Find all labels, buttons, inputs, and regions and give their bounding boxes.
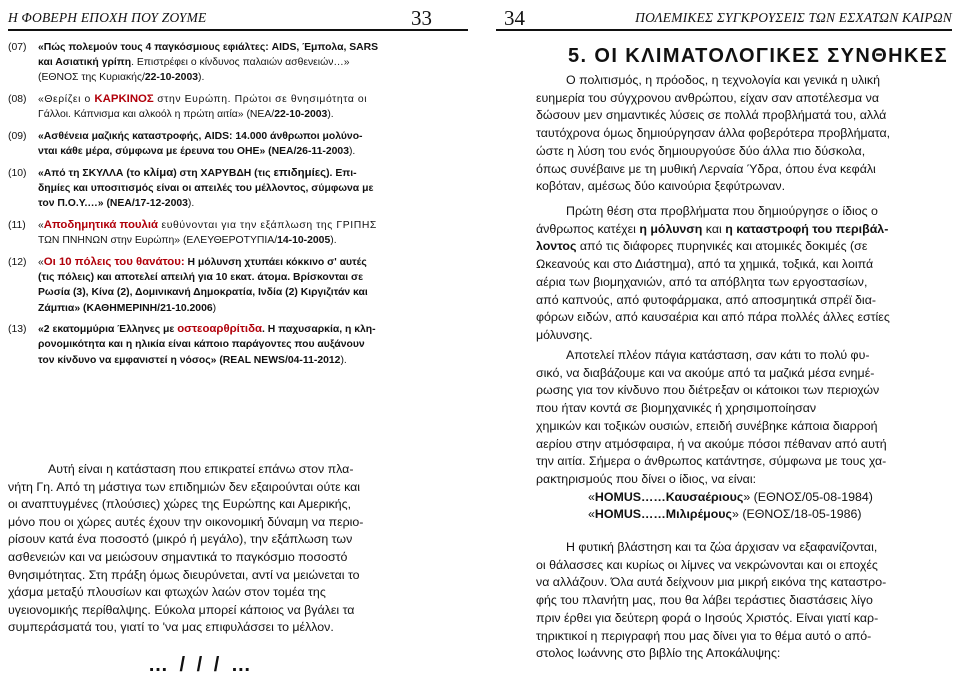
reference-text: . Η παχυσαρκία, η κλη- [261,324,376,336]
reference-13 [8,322,472,368]
paragraph-line: που ήταν κοντά σε βιομηχανικές ή χρησιμοποίησαν [536,401,817,416]
nature-paragraph [536,539,956,663]
reference-source: ). [348,146,356,158]
paragraph-line: ρακτηρισμούς που δίνει ο ίδιος, να είναι: [536,471,757,486]
quote-mark: « [588,507,595,522]
reference-text: νται κάθε μέρα, σύμφωνα με έρευνα του ΟΗΕ» (ΝΕΑ/ [38,146,297,158]
paragraph-line: αερίου στην ατμόσφαιρα, ή να ακούμε πόσοι πέθαναν από αυτή [536,436,887,451]
quote-mark: » [731,507,739,522]
reference-source: ). [187,198,195,210]
paragraph-line [536,221,956,239]
reference-keyword: οστεοαρθρίτιδα [177,323,262,336]
paragraph-line: Ο πολιτισμός, η πρόοδος, η τεχνολογία και γενικά η υλική [566,73,881,87]
left-page-number: 33 [411,6,432,30]
left-page-header [8,7,468,31]
reference-text: «2 εκατομμύρια Έλληνες με [38,324,178,336]
paragraph-line: όπως συνέβαινε με τη μυθική Λερναία Ύδρα, όπου ένα κεφάλι [536,161,876,176]
paragraph-line: χάσμα μεταξύ πλουσίων και φτωχών λαών στον τομέα της [8,585,326,600]
paragraph-line: τηρικτικοί η περιγραφή που μας δίνει για το θέμα αυτό ο από- [536,628,872,643]
reference-keyword: επιδημίες [273,166,327,179]
paragraph-line: φόρων ειδών, από καυσαέρια και από πάρα πολλές άλλες εστίες [536,310,890,325]
paragraph-line: μόλυνσης. [536,327,593,342]
reference-text: Ρωσία (3), Κίνα (2), Δομινικανή Δημοκρατία, Ινδία (2) Κιργιζιτάν και [38,287,368,299]
reference-text: ευθύνονται για την εξάπλωση της ΓΡΙΠΗΣ [158,220,377,232]
paragraph-line: νήτη Γη. Από τη μάστιγα των επιδημιών δεν εξαιρούνται ούτε και [8,479,361,494]
reference-keyword: Οι 10 πόλεις του θανάτου: [43,255,185,268]
paragraph-line: θνησιμότητας. Στη πράξη όμως διευρύνεται, αντί να μειώνεται το [8,567,360,582]
paragraph-line: αέρια των βιομηχανιών, από τα απόβλητα των εργοστασίων, [536,274,868,289]
reference-text: . Επιστρέφει ο κίνδυνος παλαιών ασθενειών…» [131,57,350,69]
reference-source: ) [212,302,217,314]
paragraph-line: φής του πλανήτη μας, που θα λάβει τεράστιες διαστάσεις λίγο [536,593,873,608]
reference-text: ) στη ΧΑΡΥΒΔΗ (τις [173,167,274,179]
reference-11 [8,218,472,248]
paragraph-line: να αλλάζουν. Όλα αυτά δείχνουν μια μικρή εικόνα της καταστρο- [536,575,887,590]
paragraph-line: στολος Ιωάννης στο βιβλίο της Αποκάλυψης: [536,646,781,661]
paragraph-line: οι αναπτυγμένες (πλούσιες) χώρες της Ευρώπης και Αμερικής, [8,497,352,512]
paragraph-line [536,238,956,256]
paragraph-line: υγειονομικής περίθαλψης. Εύκολα μπορεί κάποιος να βγάλει τα [8,602,355,617]
paragraph-line: συμπεράσματά του, γιατί το 'να μας επιφυλάσσει το μέλλον. [8,620,334,635]
paragraph-line: μόνο που οι χώρες αυτές έχουν την οικονομική δύναμη να περιο- [8,514,364,529]
homus-quote-1 [536,489,956,507]
paragraph-line: οι θάλασσες και κυρίως οι λίμνες να νεκρώνονται και οι εποχές [536,557,878,572]
right-page [488,0,960,685]
paragraph-line: ταυτόχρονα όμως δημιούργησαν άλλα φοβερότερα προβλήματα, [536,126,891,141]
reference-text: δημίες και υποσιτισμός είναι οι απειλές του μέλλοντος, σύμφωνα με [38,183,374,195]
right-page-number: 34 [504,6,525,30]
paragraph-line: από καπνούς, από φυτοφάρμακα, από αποσμητικά σπρέϊ δια- [536,292,876,307]
reference-number: (13) [8,324,27,336]
paragraph-line: ευημερία του σύγχρονου ανθρώπου, είχαν σαν αποτέλεσμα να [536,90,880,105]
inline-text: και [702,221,726,236]
reference-number: (09) [8,131,27,143]
reference-text: ΤΩΝ ΠΝΗΝΩΝ στην Ευρώπη» (ΕΛΕΥΘΕΡΟΤΥΠΙΑ/ [38,235,278,247]
reference-date: 22-10-2003 [274,109,328,121]
reference-source: ). [327,109,334,121]
emphasis-text: HOMUS……Καυσαέριους [594,489,744,504]
reference-list [8,40,472,374]
reference-date: 04-11-2012 [287,354,341,366]
reference-source: ). [330,235,337,247]
paragraph-line: Αποτελεί πλέον πάγια κατάσταση, σαν κάτι το πολύ φυ- [566,348,870,362]
section-title: 5. ΟΙ ΚΛΙΜΑΤΟΛΟΓΙΚΕΣ ΣΥΝΘΗΚΕΣ [568,45,949,67]
emphasis-text: λοντος [536,239,577,254]
left-running-title: Η ΦΟΒΕΡΗ ΕΠΟΧΗ ΠΟΥ ΖΟΥΜΕ [8,10,207,25]
quote-source: (ΕΘΝΟΣ/18-05-1986) [738,507,862,522]
section-ellipsis: … / / / … [148,654,254,676]
reference-text: (τις πόλεις) και αποτελεί απειλή για 10 εκατ. άτομα. Βρίσκονται σε [38,272,364,284]
quote-source: (ΕΘΝΟΣ/05-08-1984) [750,489,873,504]
reference-date: 21-10.2006 [160,302,213,314]
paragraph-line: κοβόταν, αμέσως δύο καινούρια ξεφύτρωναν. [536,179,786,194]
reference-date: 22-10-2003 [144,72,199,84]
reference-text: τον Π.Ο.Υ.…» (ΝΕΑ/ [38,198,135,210]
emphasis-text: HOMUS……Μιλιρέμους [594,507,732,522]
right-page-header [496,7,952,31]
paragraph-line: χημικών και τοξικών ουσιών, επειδή συνέβηκε κάποια διαρροή [536,418,878,433]
inline-text: από τις διάφορες πυρηνικές και ατομικές δοκιμές (σε [576,239,868,254]
paragraph-line: την αιτία. Σήμερα ο άνθρωπος κατάντησε, σύμφωνα με τους χα- [536,454,887,469]
reference-keyword: κλίμα [143,166,174,179]
pollution-paragraph [536,203,956,345]
emphasis-text: η καταστροφή του περιβάλ- [725,221,889,236]
paragraph-line: σικό, να διαβάζουμε και να ακούμε από τα μαζικά μέσα ενημέ- [536,365,875,380]
reference-10 [8,166,472,212]
reference-source: (ΕΘΝΟΣ της Κυριακής/ [38,72,145,84]
right-running-title: ΠΟΛΕΜΙΚΕΣ ΣΥΓΚΡΟΥΣΕΙΣ ΤΩΝ ΕΣΧΑΤΩΝ ΚΑΙΡΩΝ [635,10,952,25]
reference-text: «Θερίζει ο [38,94,95,106]
reference-text: Γάλλοι. Κάπνισμα και αλκοόλ η πρώτη αιτία» (ΝΕΑ/ [38,109,275,121]
reference-number: (12) [8,256,27,268]
reference-text: « [38,256,44,268]
paragraph-line: δώσουν μεν σημαντικές λύσεις σε πολλά προβλήματά του, αλλά [536,108,887,123]
reference-number: (10) [8,167,27,179]
reference-text: στην Ευρώπη. Πρώτοι σε θνησιμότητα οι [153,94,368,106]
reference-date: 26-11-2003 [296,146,349,158]
homus-quote-2 [536,506,956,524]
reference-text: «Πώς πολεμούν τους 4 παγκόσμιους εφιάλτες: AIDS, Έμπολα, SARS [38,42,379,53]
reference-number: (08) [8,94,27,106]
reference-07 [8,40,472,86]
emphasis-text: η μόλυνση [639,221,703,236]
paragraph-line: ώστε η λύση του ενός δημιουργούσε δύο άλλα πιο δύσκολα, [536,143,866,158]
reference-keyword: Αποδημητικά πουλιά [43,219,159,232]
reference-text: «Από τη ΣΚΥΛΛΑ (το [38,167,144,179]
reference-keyword: ΚΑΡΚΙΝΟΣ [94,93,154,106]
paragraph-line: ρίσουν κατά ένα ποσοστό (μικρό ή μεγάλο), την εξάπλωση των [8,532,353,547]
reference-source: ). [198,72,205,84]
reference-08 [8,92,472,122]
left-page [0,0,476,685]
quote-mark: » [743,489,751,504]
reference-text: « [38,220,44,232]
reference-date: 14-10-2005 [277,235,331,247]
reference-number: (07) [8,42,27,53]
reference-09 [8,129,472,159]
reference-source: ). [340,354,347,366]
closing-paragraph [8,461,472,637]
paragraph-line: Αυτή είναι η κατάσταση που επικρατεί επάνω στον πλα- [48,462,354,476]
paragraph-line: Ωκεανούς και στο Διάστημα), από τα χημικά, τοξικά, και λοιπά [536,257,874,272]
paragraph-line: πριν έρθει για δεύτερη φορά ο Ιησούς Χριστός. Είναι γιατί καρ- [536,610,879,625]
inline-text: άνθρωπος κατέχει [536,221,640,236]
quote-mark: « [588,489,595,504]
reference-date: 17-12-2003 [134,198,188,210]
paragraph-line: Πρώτη θέση στα προβλήματα που δημιούργησε ο ίδιος ο [566,204,878,218]
reference-12 [8,255,472,316]
paragraph-line: ρωσης για τον κίνδυνο που διέτρεξαν οι κάτοικοι των περιοχών [536,383,880,398]
reference-text: ρονομικότητα και η ηλικία είναι κάποιο παράγοντες που αυξάνουν [38,339,365,351]
paragraph-line: ασθενειών και να μειώσουν σημαντικά το παγκόσμιο ποσοστό [8,549,348,564]
media-paragraph [536,347,956,524]
reference-number: (11) [8,220,26,232]
reference-text: Ζάμπια» (ΚΑΘΗΜΕΡΙΝΗ/ [38,302,161,314]
paragraph-line: Η φυτική βλάστηση και τα ζώα άρχισαν να εξαφανίζονται, [566,540,878,554]
intro-paragraph [536,72,956,196]
reference-text: τον κίνδυνο να εμφανιστεί η νόσος» (REAL NEWS/ [38,354,288,366]
reference-text: και Ασιατική γρίπη [38,57,132,69]
reference-text: Η μόλυνση χτυπάει κόκκινο σ' αυτές [184,256,367,268]
reference-text: ). Επι- [326,167,357,179]
reference-text: «Ασθένεια μαζικής καταστροφής, AIDS: 14.000 άνθρωποι μολύνο- [38,131,363,143]
